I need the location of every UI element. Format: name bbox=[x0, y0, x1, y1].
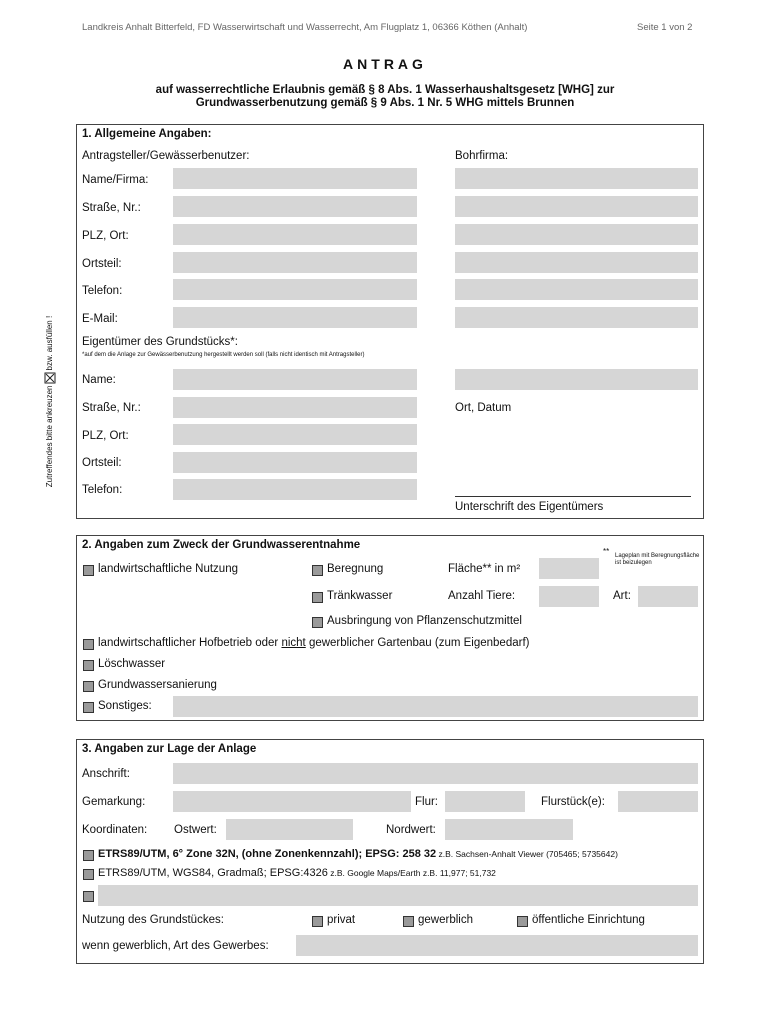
signature-line[interactable] bbox=[455, 496, 691, 497]
livestock-label: Tränkwasser bbox=[327, 590, 393, 602]
place-date-label: Ort, Datum bbox=[455, 402, 512, 414]
section3-heading: 3. Angaben zur Lage der Anlage bbox=[82, 743, 257, 755]
public-label: öffentliche Einrichtung bbox=[532, 914, 645, 926]
header-address: Landkreis Anhalt Bitterfeld, FD Wasserwirtschaft und Wasserrecht, Am Flugplatz 1, 06366 Köthen (Anhalt) bbox=[82, 22, 528, 33]
custom-system-field[interactable] bbox=[98, 885, 698, 906]
signature-label: Unterschrift des Eigentümers bbox=[455, 501, 604, 513]
drilling-street-field[interactable] bbox=[455, 196, 698, 217]
owner-name-field[interactable] bbox=[173, 369, 417, 390]
irrigation-label: Beregnung bbox=[327, 563, 384, 575]
owner-label: Eigentümer des Grundstücks*: bbox=[82, 336, 238, 348]
other-checkbox[interactable] bbox=[83, 702, 94, 713]
business-label: wenn gewerblich, Art des Gewerbes: bbox=[82, 940, 269, 952]
wgs84-label: ETRS89/UTM, WGS84, Gradmaß; EPSG:4326 z.B. Google Maps/Earth z.B. 11,977; 51,732 bbox=[98, 867, 496, 879]
wgs84-checkbox[interactable] bbox=[83, 869, 94, 880]
agri-label: landwirtschaftliche Nutzung bbox=[98, 563, 238, 575]
page-title: ANTRAG bbox=[343, 56, 427, 72]
drilling-zip-field[interactable] bbox=[455, 224, 698, 245]
section1-heading: 1. Allgemeine Angaben: bbox=[82, 128, 212, 140]
commercial-checkbox[interactable] bbox=[403, 916, 414, 927]
area-field[interactable] bbox=[539, 558, 599, 579]
flur-label: Flur: bbox=[415, 796, 438, 808]
custom-system-checkbox[interactable] bbox=[83, 891, 94, 902]
phone-label: Telefon: bbox=[82, 285, 123, 297]
usage-label: Nutzung des Grundstückes: bbox=[82, 914, 224, 926]
parcel-field[interactable] bbox=[618, 791, 698, 812]
place-date-field[interactable] bbox=[455, 369, 698, 390]
fire-water-checkbox[interactable] bbox=[83, 660, 94, 671]
flur-field[interactable] bbox=[445, 791, 525, 812]
applicant-phone-field[interactable] bbox=[173, 279, 417, 300]
other-label: Sonstiges: bbox=[98, 700, 152, 712]
owner-phone-field[interactable] bbox=[173, 479, 417, 500]
note-marker: ** bbox=[603, 547, 610, 556]
other-field[interactable] bbox=[173, 696, 698, 717]
email-label: E-Mail: bbox=[82, 313, 118, 325]
remediation-checkbox[interactable] bbox=[83, 681, 94, 692]
private-checkbox[interactable] bbox=[312, 916, 323, 927]
district-field[interactable] bbox=[173, 791, 411, 812]
public-checkbox[interactable] bbox=[517, 916, 528, 927]
applicant-label: Antragsteller/Gewässerbenutzer: bbox=[82, 150, 250, 162]
subtitle-line-1: auf wasserrechtliche Erlaubnis gemäß § 8 Abs. 1 Wasserhaushaltsgesetz [WHG] zur bbox=[155, 84, 615, 96]
kind-field[interactable] bbox=[638, 586, 698, 607]
drilling-email-field[interactable] bbox=[455, 307, 698, 328]
subtitle-line-2: Grundwasserbenutzung gemäß § 9 Abs. 1 Nr. 5 WHG mittels Brunnen bbox=[195, 97, 575, 109]
irrigation-checkbox[interactable] bbox=[312, 565, 323, 576]
etrs32-label: ETRS89/UTM, 6° Zone 32N, (ohne Zonenkennzahl); EPSG: 258 32 z.B. Sachsen-Anhalt Viewer (705465; 5735642) bbox=[98, 848, 618, 860]
animals-label: Anzahl Tiere: bbox=[448, 590, 516, 602]
fire-water-label: Löschwasser bbox=[98, 658, 166, 670]
owner-phone-label: Telefon: bbox=[82, 484, 123, 496]
owner-street-label: Straße, Nr.: bbox=[82, 402, 141, 414]
owner-name-label: Name: bbox=[82, 374, 116, 386]
page-number: Seite 1 von 2 bbox=[637, 22, 693, 33]
map-note: Lageplan mit Beregnungsfläche ist beizulegen bbox=[615, 553, 700, 566]
owner-note: *auf dem die Anlage zur Gewässerbenutzung hergestellt werden soll (falls nicht identisch mit Antragsteller) bbox=[82, 352, 365, 358]
zip-label: PLZ, Ort: bbox=[82, 230, 129, 242]
north-field[interactable] bbox=[445, 819, 573, 840]
north-label: Nordwert: bbox=[386, 824, 436, 836]
commercial-label: gewerblich bbox=[418, 914, 473, 926]
applicant-name-field[interactable] bbox=[173, 168, 417, 189]
livestock-checkbox[interactable] bbox=[312, 592, 323, 603]
district-label: Gemarkung: bbox=[82, 796, 146, 808]
animals-field[interactable] bbox=[539, 586, 599, 607]
kind-label: Art: bbox=[613, 590, 631, 602]
agri-checkbox[interactable] bbox=[83, 565, 94, 576]
drilling-company-label: Bohrfirma: bbox=[455, 150, 509, 162]
owner-district-label: Ortsteil: bbox=[82, 457, 122, 469]
business-field[interactable] bbox=[296, 935, 698, 956]
parcel-label: Flurstück(e): bbox=[541, 796, 605, 808]
drilling-name-field[interactable] bbox=[455, 168, 698, 189]
checked-box-icon bbox=[45, 373, 56, 384]
pesticide-label: Ausbringung von Pflanzenschutzmittel bbox=[327, 615, 522, 627]
applicant-district-field[interactable] bbox=[173, 252, 417, 273]
east-label: Ostwert: bbox=[174, 824, 217, 836]
private-label: privat bbox=[327, 914, 356, 926]
remediation-label: Grundwassersanierung bbox=[98, 679, 217, 691]
applicant-zip-field[interactable] bbox=[173, 224, 417, 245]
area-label: Fläche** in m² bbox=[448, 563, 521, 575]
owner-district-field[interactable] bbox=[173, 452, 417, 473]
owner-zip-field[interactable] bbox=[173, 424, 417, 445]
drilling-district-field[interactable] bbox=[455, 252, 698, 273]
coords-label: Koordinaten: bbox=[82, 824, 148, 836]
etrs32-checkbox[interactable] bbox=[83, 850, 94, 861]
district-label: Ortsteil: bbox=[82, 258, 122, 270]
east-field[interactable] bbox=[226, 819, 353, 840]
applicant-street-field[interactable] bbox=[173, 196, 417, 217]
farm-label: landwirtschaftlicher Hofbetrieb oder nicht gewerblicher Gartenbau (zum Eigenbedarf) bbox=[98, 637, 530, 649]
section2-heading: 2. Angaben zum Zweck der Grundwasserentnahme bbox=[82, 539, 361, 551]
address-label: Anschrift: bbox=[82, 768, 130, 780]
name-label: Name/Firma: bbox=[82, 174, 149, 186]
farm-checkbox[interactable] bbox=[83, 639, 94, 650]
owner-street-field[interactable] bbox=[173, 397, 417, 418]
drilling-phone-field[interactable] bbox=[455, 279, 698, 300]
pesticide-checkbox[interactable] bbox=[312, 617, 323, 628]
side-note: Zutreffendes bitte ankreuzenbzw. ausfüllen ! bbox=[45, 315, 55, 488]
street-label: Straße, Nr.: bbox=[82, 202, 141, 214]
owner-zip-label: PLZ, Ort: bbox=[82, 430, 129, 442]
address-field[interactable] bbox=[173, 763, 698, 784]
applicant-email-field[interactable] bbox=[173, 307, 417, 328]
